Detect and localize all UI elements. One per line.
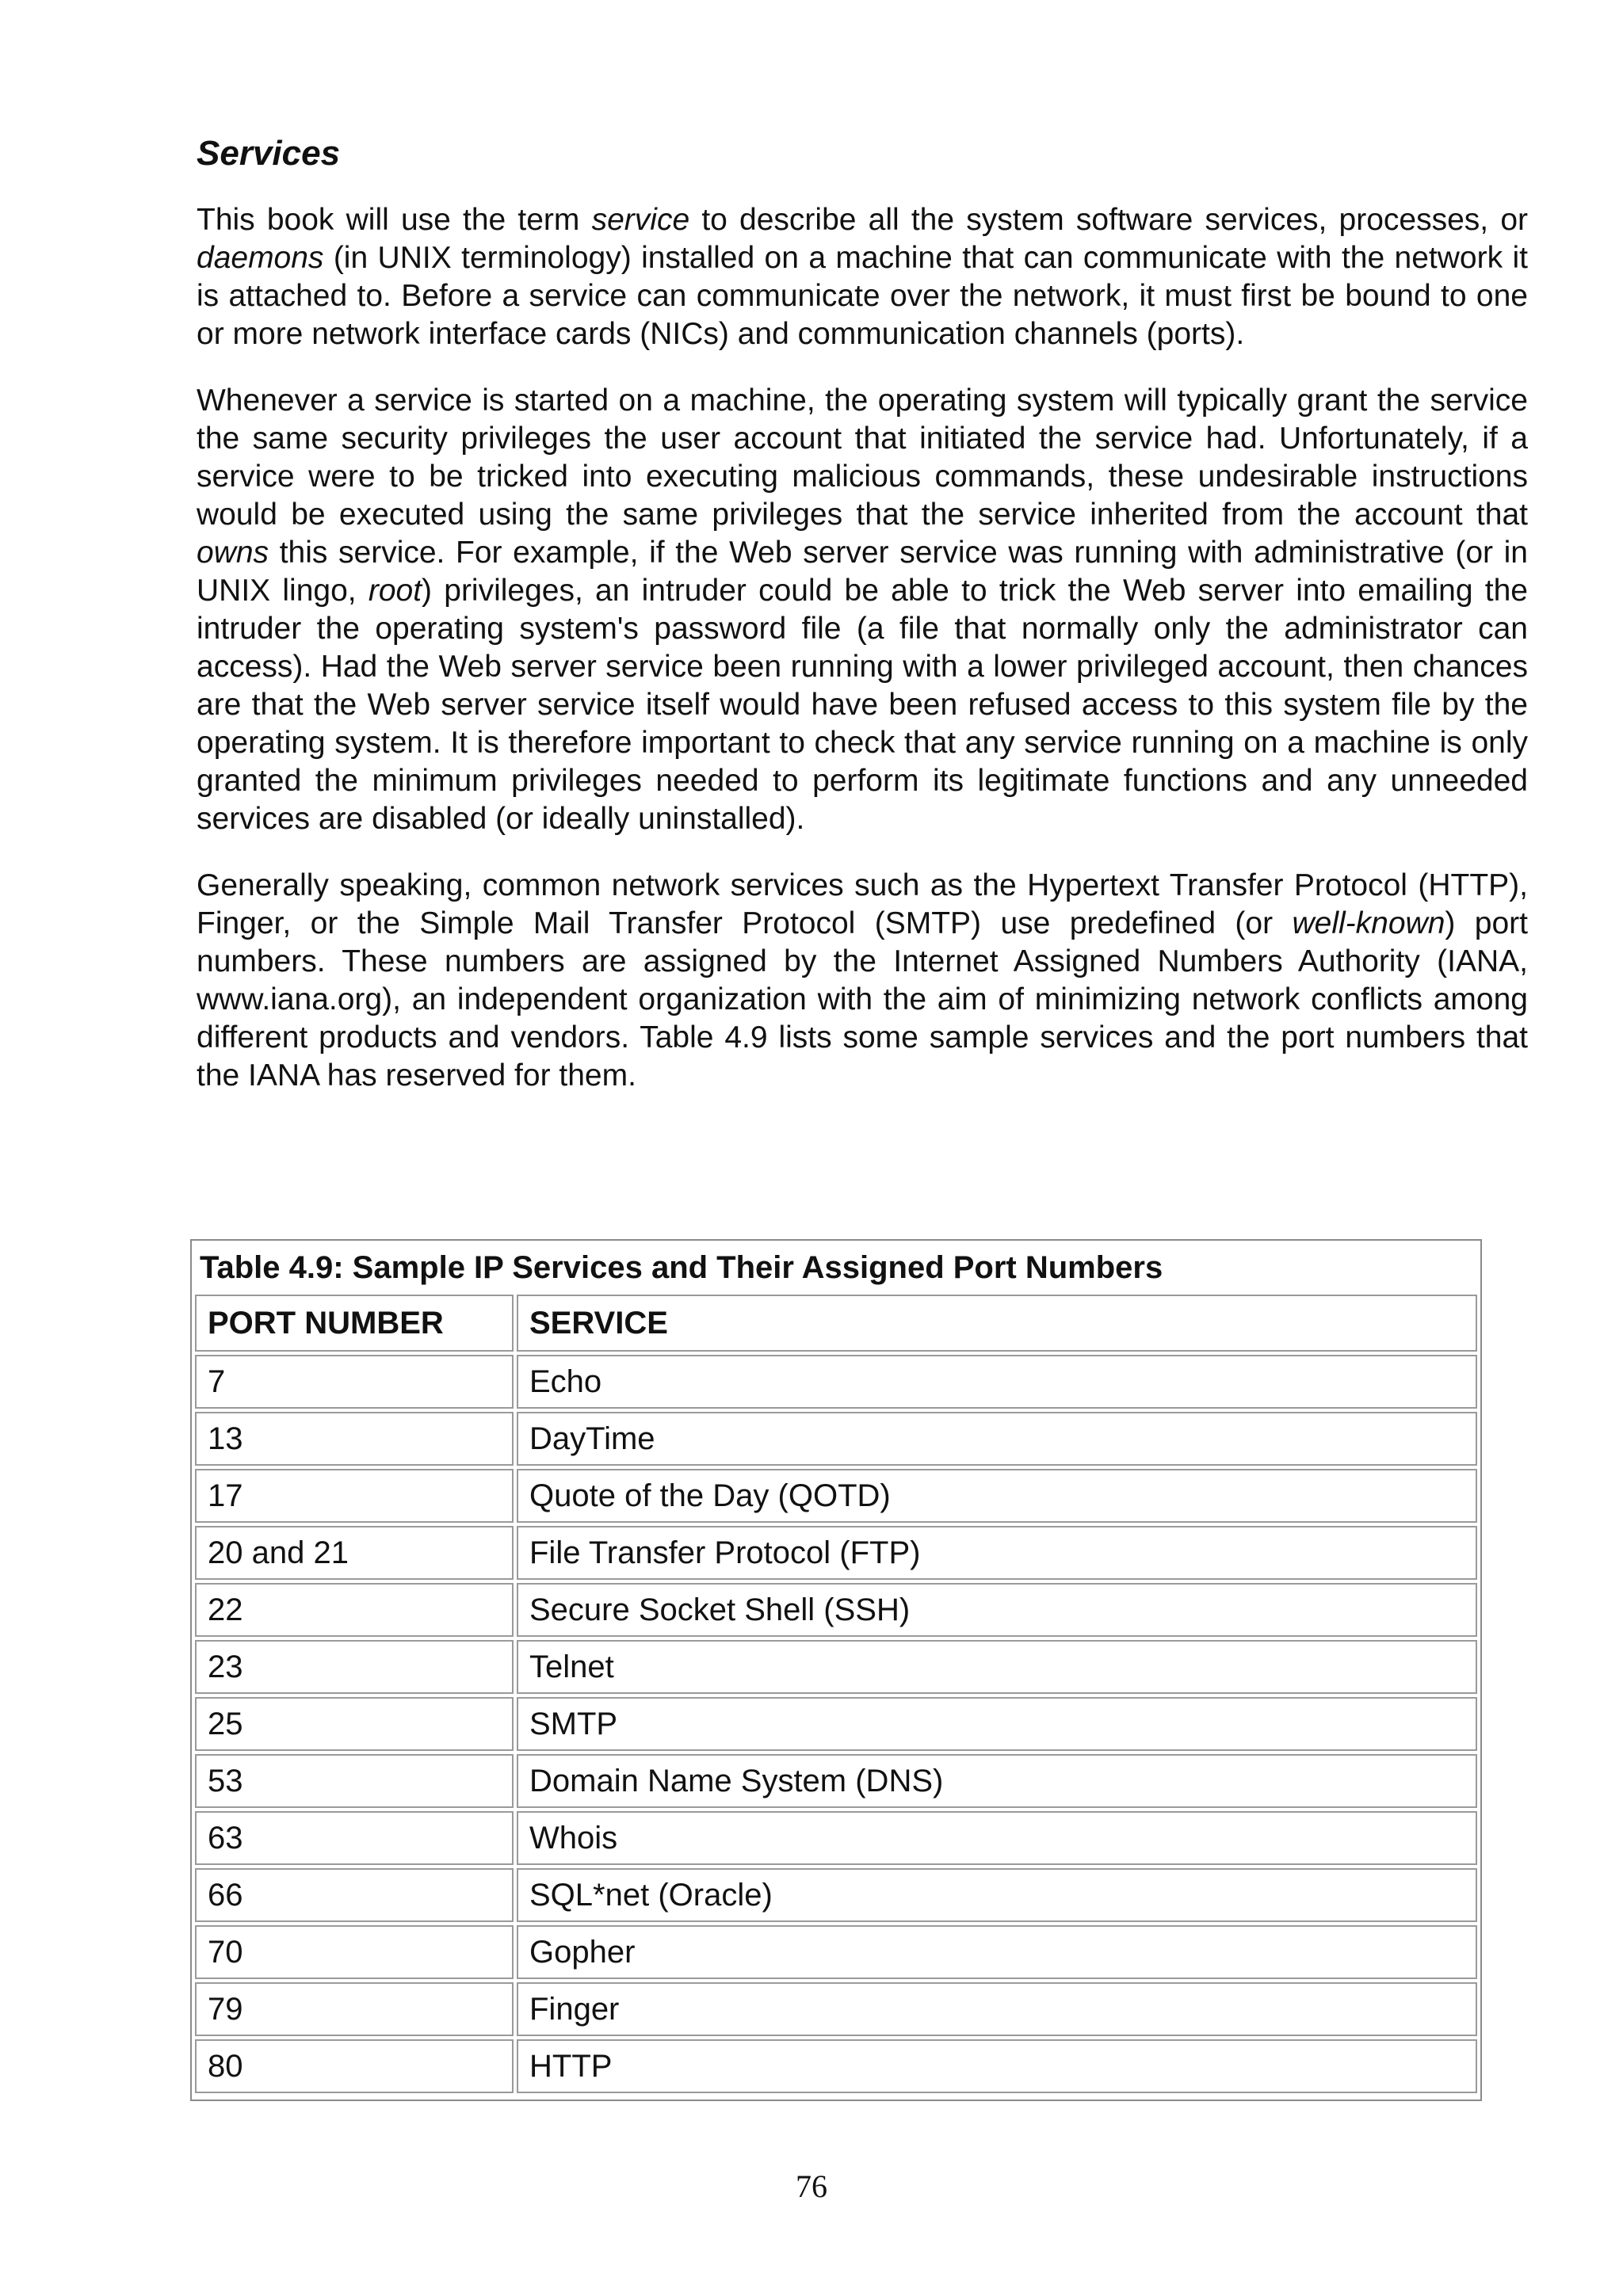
paragraph-3 (197, 867, 1528, 1095)
service-cell: DayTime (517, 1412, 1477, 1466)
table-row (195, 1925, 1477, 1979)
table-row (195, 1412, 1477, 1466)
table-caption: Table 4.9: Sample IP Services and Their Assigned Port Numbers (200, 1250, 1163, 1285)
port-cell: 20 and 21 (195, 1526, 514, 1580)
port-cell: 80 (195, 2039, 514, 2093)
text-run: to describe all the system software services, processes, or (689, 203, 1529, 237)
service-cell: Secure Socket Shell (SSH) (517, 1583, 1477, 1637)
service-cell: File Transfer Protocol (FTP) (517, 1526, 1477, 1580)
text-run: Whenever a service is started on a machine, the operating system will typically grant the service the same security privileges the user account that initiated the service had. Unfortunately, if a service were to be tricked into executing malicious commands, these undesirable instructions would be executed using the same privileges that the service inherited from the account that (197, 383, 1528, 532)
service-cell: Echo (517, 1355, 1477, 1409)
text-run: ) port numbers. These numbers are assigned by the Internet Assigned Numbers Authority (IANA, www.iana.org), an independent organization with the aim of minimizing network conflicts among different products and vendors. Table 4.9 lists some sample services and the port numbers that the IANA has reserved for them. (197, 906, 1528, 1093)
service-cell: Finger (517, 1982, 1477, 2036)
table-row (195, 1469, 1477, 1523)
table-header-row (195, 1295, 1477, 1352)
table-row (195, 1697, 1477, 1751)
section-heading: Services (197, 134, 341, 173)
service-cell: Quote of the Day (QOTD) (517, 1469, 1477, 1523)
italic-term: owns (197, 536, 269, 570)
service-cell: SMTP (517, 1697, 1477, 1751)
port-cell: 53 (195, 1754, 514, 1808)
port-cell: 23 (195, 1640, 514, 1694)
table-row (195, 1583, 1477, 1637)
port-cell: 66 (195, 1868, 514, 1922)
service-cell: Gopher (517, 1925, 1477, 1979)
table-row (195, 1640, 1477, 1694)
table-row (195, 1868, 1477, 1922)
text-run: This book will use the term (197, 203, 592, 237)
port-cell: 79 (195, 1982, 514, 2036)
port-cell: 22 (195, 1583, 514, 1637)
port-cell: 25 (195, 1697, 514, 1751)
header-service: SERVICE (517, 1295, 1477, 1352)
port-cell: 13 (195, 1412, 514, 1466)
port-table (192, 1291, 1480, 2096)
table-row (195, 2039, 1477, 2093)
port-cell: 7 (195, 1355, 514, 1409)
header-port-number: PORT NUMBER (195, 1295, 514, 1352)
port-table-frame (190, 1239, 1482, 2101)
italic-term: daemons (197, 241, 324, 275)
text-run: ) privileges, an intruder could be able to trick the Web server into emailing the intruder the operating system's password file (a file that normally only the administrator can access). Had the Web server service been running with a lower privileged account, then chances are that the Web server service itself would have been refused access to this system file by the operating system. It is therefore important to check that any service running on a machine is only granted the minimum privileges needed to perform its legitimate functions and any unneeded services are disabled (or ideally uninstalled). (197, 574, 1528, 836)
port-cell: 17 (195, 1469, 514, 1523)
service-cell: Whois (517, 1811, 1477, 1865)
table-row (195, 1811, 1477, 1865)
page-content (197, 133, 1528, 1123)
table-row (195, 1982, 1477, 2036)
paragraph-2 (197, 382, 1528, 838)
italic-term: well-known (1292, 906, 1445, 940)
service-cell: SQL*net (Oracle) (517, 1868, 1477, 1922)
table-row (195, 1355, 1477, 1409)
service-cell: Telnet (517, 1640, 1477, 1694)
text-run: (in UNIX terminology) installed on a machine that can communicate with the network it is attached to. Before a service can communicate over the network, it must first be bound to one or more network interface cards (NICs) and communication channels (ports). (197, 241, 1528, 351)
service-cell: Domain Name System (DNS) (517, 1754, 1477, 1808)
text-run: Generally speaking, common network services such as the Hypertext Transfer Protocol (HTTP), Finger, or the Simple Mail Transfer Protocol (SMTP) use predefined (or (197, 868, 1528, 940)
text-run: this service. For example, if the Web server service was running with administrative (or in UNIX lingo, (197, 536, 1528, 608)
italic-term: root (368, 574, 422, 608)
port-cell: 63 (195, 1811, 514, 1865)
page-number: 76 (796, 2168, 827, 2204)
service-cell: HTTP (517, 2039, 1477, 2093)
port-cell: 70 (195, 1925, 514, 1979)
italic-term: service (591, 203, 690, 237)
table-row (195, 1526, 1477, 1580)
paragraph-1 (197, 201, 1528, 353)
table-row (195, 1754, 1477, 1808)
